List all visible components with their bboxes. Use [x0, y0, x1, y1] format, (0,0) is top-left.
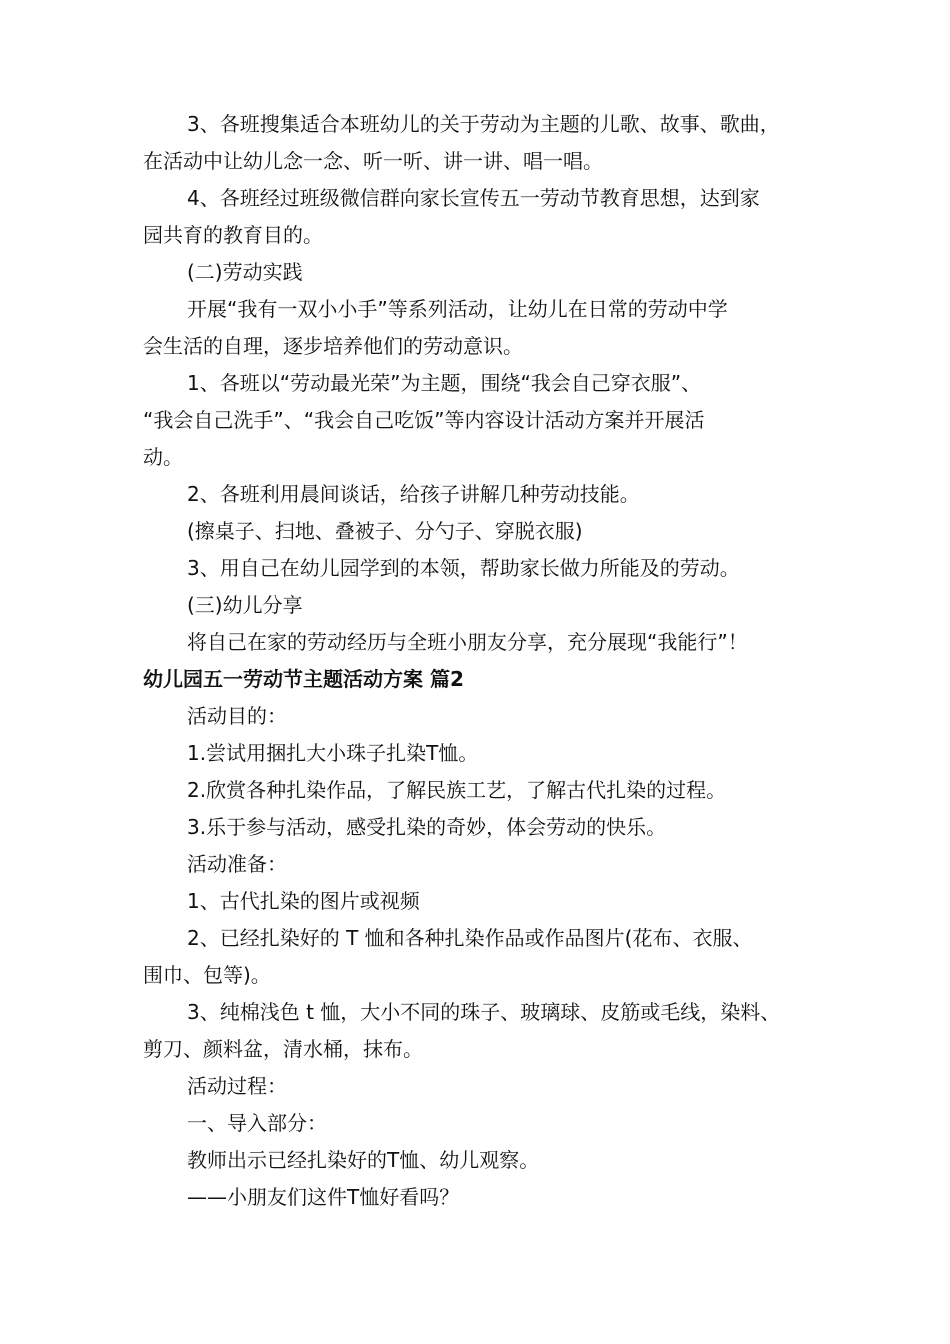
- section-heading: 幼儿园五一劳动节主题活动方案 篇2: [143, 667, 464, 691]
- text-line: 教师出示已经扎染好的T恤、幼儿观察。: [187, 1148, 540, 1172]
- text-line: (二)劳动实践: [187, 260, 303, 284]
- text-line: 活动过程：: [187, 1074, 287, 1098]
- text-line: 1.尝试用捆扎大小珠子扎染T恤。: [187, 741, 479, 765]
- text-line: 活动准备：: [187, 852, 287, 876]
- text-line: 2.欣赏各种扎染作品，了解民族工艺，了解古代扎染的过程。: [187, 778, 727, 802]
- text-line: 园共育的教育目的。: [143, 223, 323, 247]
- text-line: (三)幼儿分享: [187, 593, 303, 617]
- text-line: 一、导入部分：: [187, 1111, 327, 1135]
- text-line: ——小朋友们这件T恤好看吗？: [187, 1185, 460, 1209]
- text-line: 动。: [143, 445, 183, 469]
- text-line: 活动目的：: [187, 704, 287, 728]
- text-line: 2、各班利用晨间谈话，给孩子讲解几种劳动技能。: [187, 482, 640, 506]
- text-line: 3、纯棉浅色 t 恤，大小不同的珠子、玻璃球、皮筋或毛线，染料、: [187, 1000, 781, 1024]
- text-line: 3.乐于参与活动，感受扎染的奇妙，体会劳动的快乐。: [187, 815, 667, 839]
- text-line: 3、各班搜集适合本班幼儿的关于劳动为主题的儿歌、故事、歌曲，: [187, 112, 780, 136]
- text-line: “我会自己洗手”、“我会自己吃饭”等内容设计活动方案并开展活: [143, 408, 705, 432]
- text-line: 会生活的自理，逐步培养他们的劳动意识。: [143, 334, 523, 358]
- text-line: 1、各班以“劳动最光荣”为主题，围绕“我会自己穿衣服”、: [187, 371, 702, 395]
- text-line: 将自己在家的劳动经历与全班小朋友分享，充分展现“我能行”！: [187, 630, 748, 654]
- document-body: [143, 106, 833, 1216]
- text-line: 2、已经扎染好的 T 恤和各种扎染作品或作品图片(花布、衣服、: [187, 926, 753, 950]
- text-line: 1、古代扎染的图片或视频: [187, 889, 420, 913]
- text-line: 3、用自己在幼儿园学到的本领，帮助家长做力所能及的劳动。: [187, 556, 740, 580]
- text-line: 在活动中让幼儿念一念、听一听、讲一讲、唱一唱。: [143, 149, 603, 173]
- text-line: 剪刀、颜料盆，清水桶，抹布。: [143, 1037, 423, 1061]
- text-line: 围巾、包等)。: [143, 963, 271, 987]
- text-line: (擦桌子、扫地、叠被子、分勺子、穿脱衣服): [187, 519, 583, 543]
- text-line: 4、各班经过班级微信群向家长宣传五一劳动节教育思想，达到家: [187, 186, 760, 210]
- text-line: 开展“我有一双小小手”等系列活动，让幼儿在日常的劳动中学: [187, 297, 728, 321]
